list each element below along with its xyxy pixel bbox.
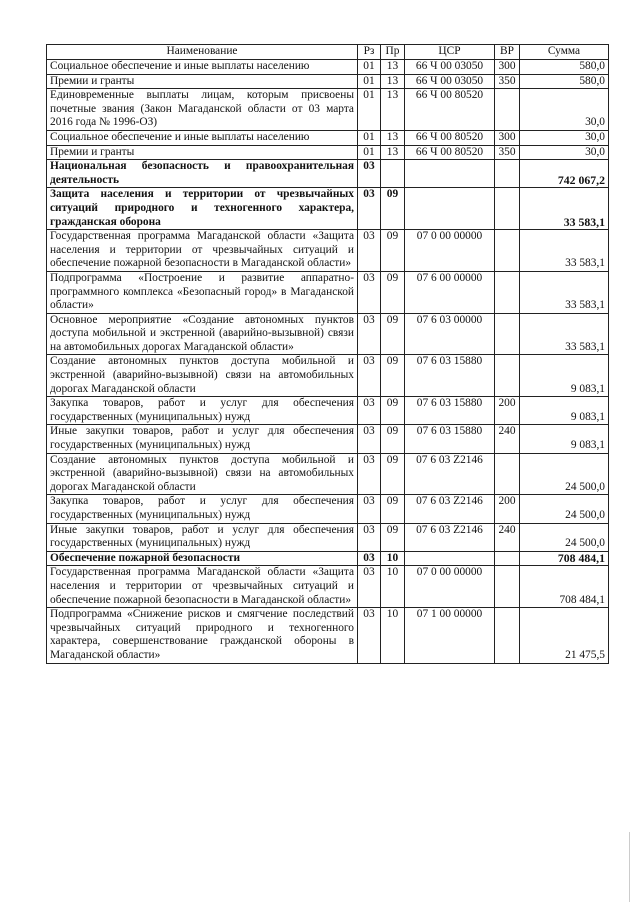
cell-rz: 03 (358, 551, 381, 566)
cell-vr (495, 566, 520, 608)
cell-vr: 200 (495, 397, 520, 425)
cell-pr: 10 (381, 608, 405, 663)
header-vr: ВР (495, 45, 520, 60)
cell-pr: 13 (381, 74, 405, 89)
cell-sum: 33 583,1 (520, 230, 609, 272)
cell-vr: 240 (495, 523, 520, 551)
cell-name: Социальное обеспечение и иные выплаты населению (47, 130, 358, 145)
cell-rz: 03 (358, 188, 381, 230)
cell-csr: 66 Ч 00 80520 (405, 89, 495, 131)
cell-csr: 66 Ч 00 80520 (405, 145, 495, 160)
cell-rz: 01 (358, 89, 381, 131)
cell-sum: 708 484,1 (520, 551, 609, 566)
table-header-row (47, 45, 609, 60)
cell-csr (405, 160, 495, 188)
cell-vr (495, 608, 520, 663)
cell-rz: 03 (358, 425, 381, 453)
cell-name: Подпрограмма «Снижение рисков и смягчение последствий чрезвычайных ситуаций природного и техногенного характера, совершенствование гражданской обороны в Магаданской области» (47, 608, 358, 663)
cell-pr: 13 (381, 145, 405, 160)
cell-vr (495, 313, 520, 355)
cell-csr (405, 551, 495, 566)
cell-sum: 580,0 (520, 74, 609, 89)
cell-sum: 708 484,1 (520, 566, 609, 608)
cell-csr: 07 6 00 00000 (405, 271, 495, 313)
cell-rz: 03 (358, 355, 381, 397)
cell-sum: 33 583,1 (520, 188, 609, 230)
cell-sum: 21 475,5 (520, 608, 609, 663)
table-row (47, 355, 609, 397)
cell-name: Премии и гранты (47, 145, 358, 160)
table-row (47, 230, 609, 272)
header-pr: Пр (381, 45, 405, 60)
cell-name: Единовременные выплаты лицам, которым присвоены почетные звания (Закон Магаданской области от 03 марта 2016 года № 1996-ОЗ) (47, 89, 358, 131)
cell-csr: 07 6 03 Z2146 (405, 453, 495, 495)
cell-vr (495, 271, 520, 313)
cell-pr: 09 (381, 523, 405, 551)
cell-sum: 742 067,2 (520, 160, 609, 188)
cell-name: Создание автономных пунктов доступа мобильной и экстренной (аварийно-вызывной) связи на автомобильных дорогах Магаданской области (47, 355, 358, 397)
cell-pr: 09 (381, 425, 405, 453)
cell-csr: 07 1 00 00000 (405, 608, 495, 663)
header-name: Наименование (47, 45, 358, 60)
cell-pr: 09 (381, 453, 405, 495)
table-row (47, 608, 609, 663)
cell-name: Закупка товаров, работ и услуг для обеспечения государственных (муниципальных) нужд (47, 495, 358, 523)
cell-pr (381, 160, 405, 188)
cell-vr: 200 (495, 495, 520, 523)
cell-vr (495, 89, 520, 131)
cell-rz: 03 (358, 608, 381, 663)
cell-pr: 09 (381, 355, 405, 397)
cell-name: Социальное обеспечение и иные выплаты населению (47, 60, 358, 75)
cell-name: Государственная программа Магаданской области «Защита населения и территории от чрезвычайных ситуаций и обеспечение пожарной безопасности в Магаданской области» (47, 566, 358, 608)
cell-vr (495, 230, 520, 272)
header-rz: Рз (358, 45, 381, 60)
cell-name: Закупка товаров, работ и услуг для обеспечения государственных (муниципальных) нужд (47, 397, 358, 425)
cell-rz: 03 (358, 230, 381, 272)
table-row (47, 397, 609, 425)
cell-pr: 09 (381, 230, 405, 272)
cell-csr: 07 0 00 00000 (405, 230, 495, 272)
table-row (47, 271, 609, 313)
table-row (47, 188, 609, 230)
table-row (47, 551, 609, 566)
table-body (47, 60, 609, 664)
cell-sum: 24 500,0 (520, 523, 609, 551)
cell-vr: 300 (495, 60, 520, 75)
table-row (47, 145, 609, 160)
cell-name: Подпрограмма «Построение и развитие аппаратно-программного комплекса «Безопасный город» в Магаданской области» (47, 271, 358, 313)
cell-csr: 66 Ч 00 03050 (405, 60, 495, 75)
cell-sum: 24 500,0 (520, 495, 609, 523)
cell-name: Защита населения и территории от чрезвычайных ситуаций природного и техногенного характера, гражданская оборона (47, 188, 358, 230)
header-sum: Сумма (520, 45, 609, 60)
cell-vr (495, 188, 520, 230)
cell-csr: 07 6 03 15880 (405, 397, 495, 425)
cell-name: Национальная безопасность и правоохранительная деятельность (47, 160, 358, 188)
page-edge-mark (629, 832, 630, 902)
table-row (47, 74, 609, 89)
cell-sum: 30,0 (520, 89, 609, 131)
table-row (47, 523, 609, 551)
cell-pr: 13 (381, 130, 405, 145)
cell-vr: 350 (495, 74, 520, 89)
cell-pr: 09 (381, 495, 405, 523)
cell-pr: 09 (381, 188, 405, 230)
table-row (47, 453, 609, 495)
cell-rz: 03 (358, 566, 381, 608)
cell-vr (495, 160, 520, 188)
table-row (47, 425, 609, 453)
cell-name: Государственная программа Магаданской области «Защита населения и территории от чрезвычайных ситуаций и обеспечение пожарной безопасности в Магаданской области» (47, 230, 358, 272)
cell-csr: 07 6 03 15880 (405, 355, 495, 397)
cell-vr: 300 (495, 130, 520, 145)
budget-table (46, 44, 609, 664)
cell-pr: 09 (381, 271, 405, 313)
cell-pr: 13 (381, 60, 405, 75)
cell-csr: 07 6 03 00000 (405, 313, 495, 355)
cell-rz: 01 (358, 74, 381, 89)
cell-sum: 9 083,1 (520, 397, 609, 425)
budget-table-page (46, 44, 608, 664)
cell-pr: 10 (381, 566, 405, 608)
table-row (47, 60, 609, 75)
cell-vr (495, 551, 520, 566)
cell-sum: 24 500,0 (520, 453, 609, 495)
cell-vr: 350 (495, 145, 520, 160)
cell-rz: 03 (358, 313, 381, 355)
cell-pr: 09 (381, 313, 405, 355)
cell-sum: 30,0 (520, 145, 609, 160)
table-row (47, 89, 609, 131)
cell-csr: 07 0 00 00000 (405, 566, 495, 608)
cell-name: Создание автономных пунктов доступа мобильной и экстренной (аварийно-вызывной) связи на автомобильных дорогах Магаданской области (47, 453, 358, 495)
cell-name: Иные закупки товаров, работ и услуг для обеспечения государственных (муниципальных) нужд (47, 523, 358, 551)
cell-sum: 580,0 (520, 60, 609, 75)
table-row (47, 160, 609, 188)
cell-csr: 07 6 03 Z2146 (405, 523, 495, 551)
cell-vr: 240 (495, 425, 520, 453)
cell-vr (495, 453, 520, 495)
table-row (47, 566, 609, 608)
cell-rz: 03 (358, 495, 381, 523)
cell-name: Обеспечение пожарной безопасности (47, 551, 358, 566)
cell-vr (495, 355, 520, 397)
cell-name: Иные закупки товаров, работ и услуг для обеспечения государственных (муниципальных) нужд (47, 425, 358, 453)
cell-rz: 03 (358, 160, 381, 188)
cell-rz: 01 (358, 60, 381, 75)
cell-rz: 03 (358, 453, 381, 495)
cell-pr: 13 (381, 89, 405, 131)
cell-csr: 66 Ч 00 03050 (405, 74, 495, 89)
cell-name: Премии и гранты (47, 74, 358, 89)
cell-csr: 07 6 03 Z2146 (405, 495, 495, 523)
cell-pr: 09 (381, 397, 405, 425)
cell-pr: 10 (381, 551, 405, 566)
cell-rz: 03 (358, 523, 381, 551)
cell-csr (405, 188, 495, 230)
cell-rz: 03 (358, 397, 381, 425)
cell-name: Основное мероприятие «Создание автономных пунктов доступа мобильной и экстренной (аварийно-вызывной) связи на автомобильных дорогах Магаданской области» (47, 313, 358, 355)
cell-csr: 66 Ч 00 80520 (405, 130, 495, 145)
cell-sum: 33 583,1 (520, 271, 609, 313)
cell-rz: 01 (358, 145, 381, 160)
cell-sum: 33 583,1 (520, 313, 609, 355)
cell-sum: 9 083,1 (520, 355, 609, 397)
table-row (47, 313, 609, 355)
cell-sum: 30,0 (520, 130, 609, 145)
cell-csr: 07 6 03 15880 (405, 425, 495, 453)
cell-sum: 9 083,1 (520, 425, 609, 453)
table-row (47, 130, 609, 145)
cell-rz: 01 (358, 130, 381, 145)
cell-rz: 03 (358, 271, 381, 313)
header-csr: ЦСР (405, 45, 495, 60)
table-row (47, 495, 609, 523)
